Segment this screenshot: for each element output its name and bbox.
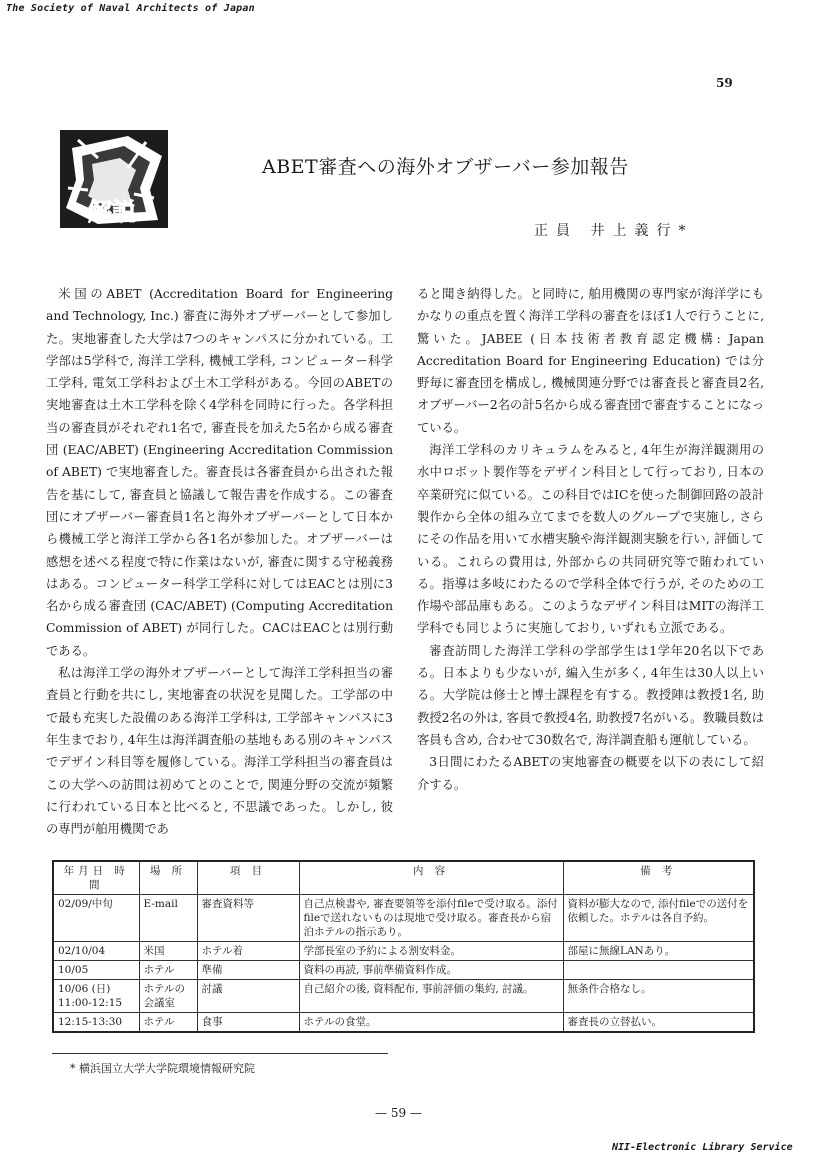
cell-place: ホテル bbox=[139, 961, 197, 980]
table-row bbox=[53, 1013, 754, 1033]
cell-date: 02/09/中旬 bbox=[53, 895, 139, 942]
article-title: ABET審査への海外オブザーバー参加報告 bbox=[262, 156, 629, 178]
cell-item: 討議 bbox=[197, 980, 299, 1013]
table-row bbox=[53, 942, 754, 961]
cell-content: 自己紹介の後, 資料配布, 事前評価の集約, 討議。 bbox=[299, 980, 563, 1013]
body-column-left bbox=[46, 283, 393, 840]
header-remarks: 備 考 bbox=[563, 861, 754, 895]
header-item: 項 目 bbox=[197, 861, 299, 895]
society-header: The Society of Naval Architects of Japan bbox=[6, 3, 255, 14]
cell-remarks: 審査長の立替払い。 bbox=[563, 1013, 754, 1033]
cell-date: 12:15-13:30 bbox=[53, 1013, 139, 1033]
paragraph: 私は海洋工学の海外オブザーバーとして海洋工学科担当の審査員と行動を共にし, 実地審査の状況を見聞した。工学部の中で最も充実した設備のある海洋工学科は, 工学部キャンパスに3年生までおり, 4年生は海洋調査船の基地もある別のキャンパスでデザイン科目等を履修している。海洋工学科担当の審査員はこの大学への訪問は初めてとのことで, 関連分野の交流が頻繁に行われている日本と比べると, 不思議であった。しかし, 彼の専門が舶用機関であ bbox=[46, 666, 393, 837]
article-author: 正員 井上義行* bbox=[534, 223, 694, 239]
cell-place: ホテルの会議室 bbox=[139, 980, 197, 1013]
cell-date: 02/10/04 bbox=[53, 942, 139, 961]
source-footer: NII-Electronic Library Service bbox=[612, 1142, 793, 1153]
cell-item: 準備 bbox=[197, 961, 299, 980]
cell-place: E-mail bbox=[139, 895, 197, 942]
paragraph: 海洋工学科のカリキュラムをみると, 4年生が海洋観測用の水中ロボット製作等をデザイン科目として行っており, 日本の卒業研究に似ている。この科目ではICを使った制御回路の設計製作から全体の組み立てまでを数人のグループで実施し, さらにその作品を用いて水槽実験や海洋観測実験を行い, 評価している。これらの費用は, 外部からの共同研究等で賄われている。指導は多岐にわたるので学科全体で行うが, そのための工作場や部品庫もある。このようなデザイン科目はMITの海洋工学科でも同じように実施しており, いずれも立派である。 bbox=[417, 443, 764, 636]
cell-date: 10/05 bbox=[53, 961, 139, 980]
kaisetsu-label: 解説 bbox=[88, 198, 136, 226]
cell-remarks: 無条件合格なし。 bbox=[563, 980, 754, 1013]
cell-item: ホテル着 bbox=[197, 942, 299, 961]
page-number-bottom: — 59 — bbox=[375, 1106, 422, 1120]
kaisetsu-logo bbox=[58, 128, 170, 230]
paragraph: 米国のABET (Accreditation Board for Engineering and Technology, Inc.) 審査に海外オブザーバーとして参加した。実地審査した大学は7つのキャンパスに分かれている。工学部は5学科で, 海洋工学科, 機械工学科, コンピューター科学工学科, 電気工学科および土木工学科がある。今回のABETの実地審査は土木工学科を除く4学科を同時に行った。各学科担当の審査員がそれぞれ1名で, 審査長を加えた5名から成る審査団 (EAC/ABET) (Engineering Accreditation Commission of ABET) で実地審査した。審査長は各審査員から出された報告を基にして, 審査員と協議して報告書を作成する。この審査団にオブザーバー審査員1名と海外オブザーバーとして日本から機械工学と海洋工学から各1名が参加した。オブザーバーは感想を述べる程度で特に作業はないが, 審査に関する守秘義務はある。コンピューター科学工学科に対してはEACとは別に3名から成る審査団 (CAC/ABET) (Computing Accreditation Commission of ABET) が同行した。CACはEACとは別行動である。 bbox=[46, 287, 393, 658]
page-number-top: 59 bbox=[716, 76, 733, 90]
table-header-row bbox=[53, 861, 754, 895]
cell-place: ホテル bbox=[139, 1013, 197, 1033]
cell-remarks: 部屋に無線LANあり。 bbox=[563, 942, 754, 961]
table-row bbox=[53, 980, 754, 1013]
cell-content: ホテルの食堂。 bbox=[299, 1013, 563, 1033]
cell-remarks bbox=[563, 961, 754, 980]
header-content: 内 容 bbox=[299, 861, 563, 895]
cell-item: 審査資料等 bbox=[197, 895, 299, 942]
paragraph: 審査訪問した海洋工学科の学部学生は1学年20名以下である。日本よりも少ないが, 編入生が多く, 4年生は30人以上いる。大学院は修士と博士課程を有する。教授陣は教授1名, 助教授2名の外は, 客員で教授4名, 助教授7名がいる。教職員数は客員も含め, 合わせて30数名で, 海洋調査船も運航している。 bbox=[417, 643, 764, 747]
cell-item: 食事 bbox=[197, 1013, 299, 1033]
cell-content: 学部長室の予約による割安料金。 bbox=[299, 942, 563, 961]
schedule-table bbox=[52, 860, 755, 1033]
header-place: 場 所 bbox=[139, 861, 197, 895]
paragraph: ると聞き納得した。と同時に, 舶用機関の専門家が海洋学にもかなりの重点を置く海洋工学科の審査をほぼ1人で行うことに, 驚いた。JABEE (日本技術者教育認定機構: Japan Accreditation Board for Engineering Education) では分野毎に審査団を構成し, 機械関連分野では審査長と審査員2名, オブザーバー2名の計5名から成る審査団で審査することになっている。 bbox=[417, 287, 764, 435]
cell-date: 10/06 (日) 11:00-12:15 bbox=[53, 980, 139, 1013]
paragraph: 3日間にわたるABETの実地審査の概要を以下の表にして紹介する。 bbox=[417, 755, 764, 792]
cell-content: 自己点検書や, 審査要領等を添付fileで受け取る。添付fileで送れないものは現地で受け取る。審査長から宿泊ホテルの指示あり。 bbox=[299, 895, 563, 942]
footnote: * 横浜国立大学大学院環境情報研究院 bbox=[70, 1062, 255, 1075]
cell-remarks: 資料が膨大なので, 添付fileでの送付を依頼した。ホテルは各自予約。 bbox=[563, 895, 754, 942]
cell-content: 資料の再読, 事前準備資料作成。 bbox=[299, 961, 563, 980]
header-date: 年月日 時間 bbox=[53, 861, 139, 895]
body-column-right bbox=[417, 283, 764, 796]
footnote-divider bbox=[52, 1053, 388, 1054]
cell-place: 米国 bbox=[139, 942, 197, 961]
table-row bbox=[53, 895, 754, 942]
kaisetsu-logo-graphic bbox=[58, 128, 170, 230]
table-row bbox=[53, 961, 754, 980]
